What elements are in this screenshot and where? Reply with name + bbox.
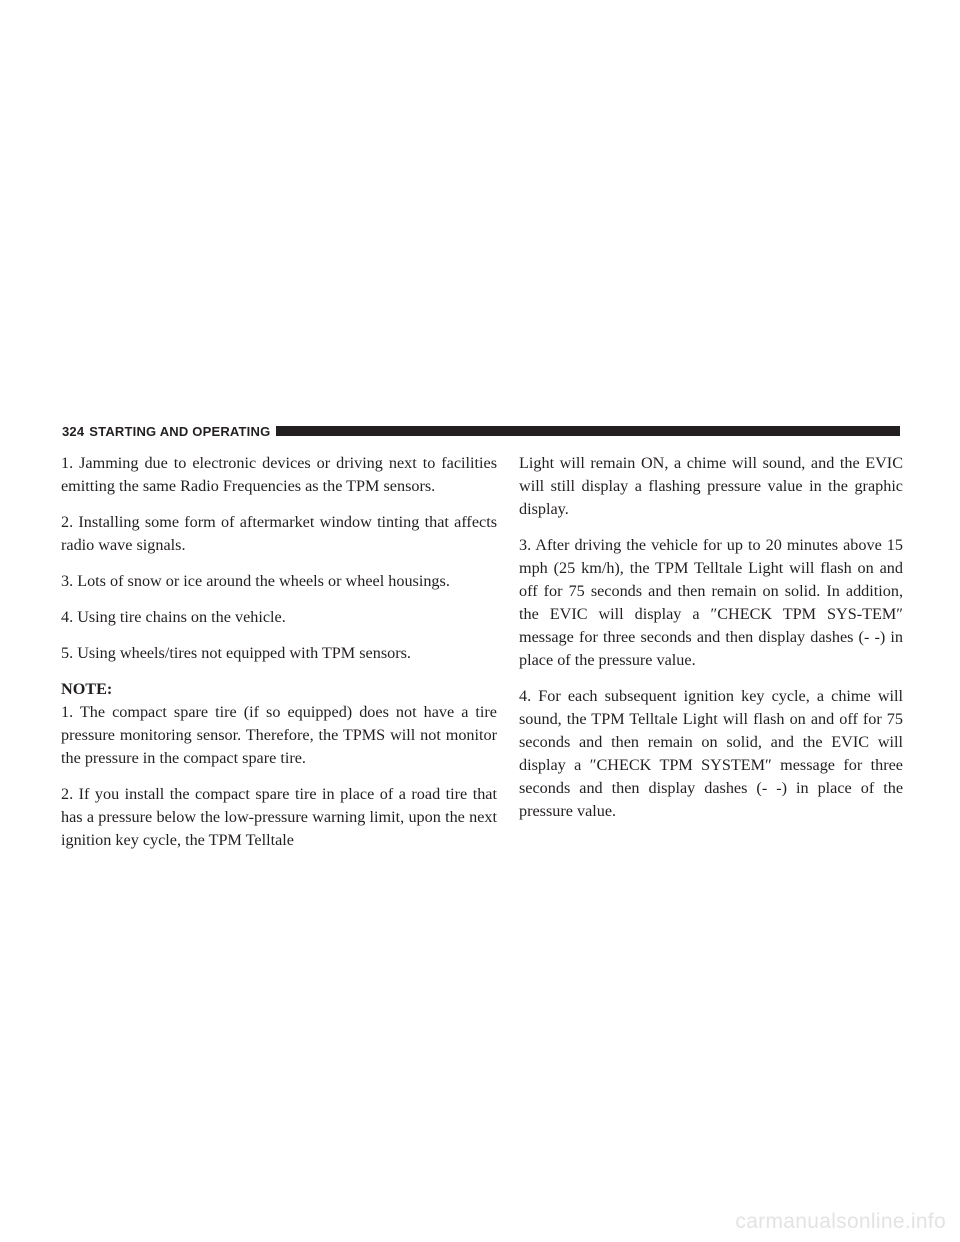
list-item: 5. Using wheels/tires not equipped with TPM sensors. — [61, 644, 411, 662]
list-item: 3. Lots of snow or ice around the wheels or wheel housings. — [61, 572, 450, 590]
list-item: 2. Installing some form of aftermarket window tinting that affects radio wave signals. — [61, 513, 497, 554]
note-label: NOTE: — [61, 680, 113, 698]
watermark: carmanualsonline.info — [735, 1210, 946, 1233]
header-rule — [276, 426, 900, 436]
note-item: 4. For each subsequent ignition key cycle, a chime will sound, the TPM Telltale Light will flash on and off for 75 seconds and then remain on solid, and the EVIC will display a ″CHECK TPM SYSTEM″ message for three seconds and then display dashes (- -) in place of the pressure value. — [519, 687, 903, 820]
paragraph: Light will remain ON, a chime will sound, and the EVIC will still display a flashing pressure value in the graphic display. — [519, 454, 903, 518]
page-number: 324 — [62, 423, 85, 439]
right-column — [519, 452, 903, 836]
note-item: 2. If you install the compact spare tire in place of a road tire that has a pressure below the low-pressure warning limit, upon the next ignition key cycle, the TPM Telltale — [61, 785, 497, 849]
left-column — [61, 452, 497, 865]
page-header — [62, 421, 900, 441]
section-title: STARTING AND OPERATING — [89, 423, 271, 439]
list-item: 1. Jamming due to electronic devices or driving next to facilities emitting the same Radio Frequencies as the TPM sensors. — [61, 454, 497, 495]
note-item: 3. After driving the vehicle for up to 20 minutes above 15 mph (25 km/h), the TPM Telltale Light will flash on and off for 75 seconds and then remain on solid. In addition, the EVIC will display a ″CHECK TPM SYS-TEM″ message for three seconds and then display dashes (- -) in place of the pressure value. — [519, 536, 903, 669]
note-item: 1. The compact spare tire (if so equipped) does not have a tire pressure monitoring sensor. Therefore, the TPMS will not monitor the pressure in the compact spare tire. — [61, 703, 497, 767]
list-item: 4. Using tire chains on the vehicle. — [61, 608, 286, 626]
